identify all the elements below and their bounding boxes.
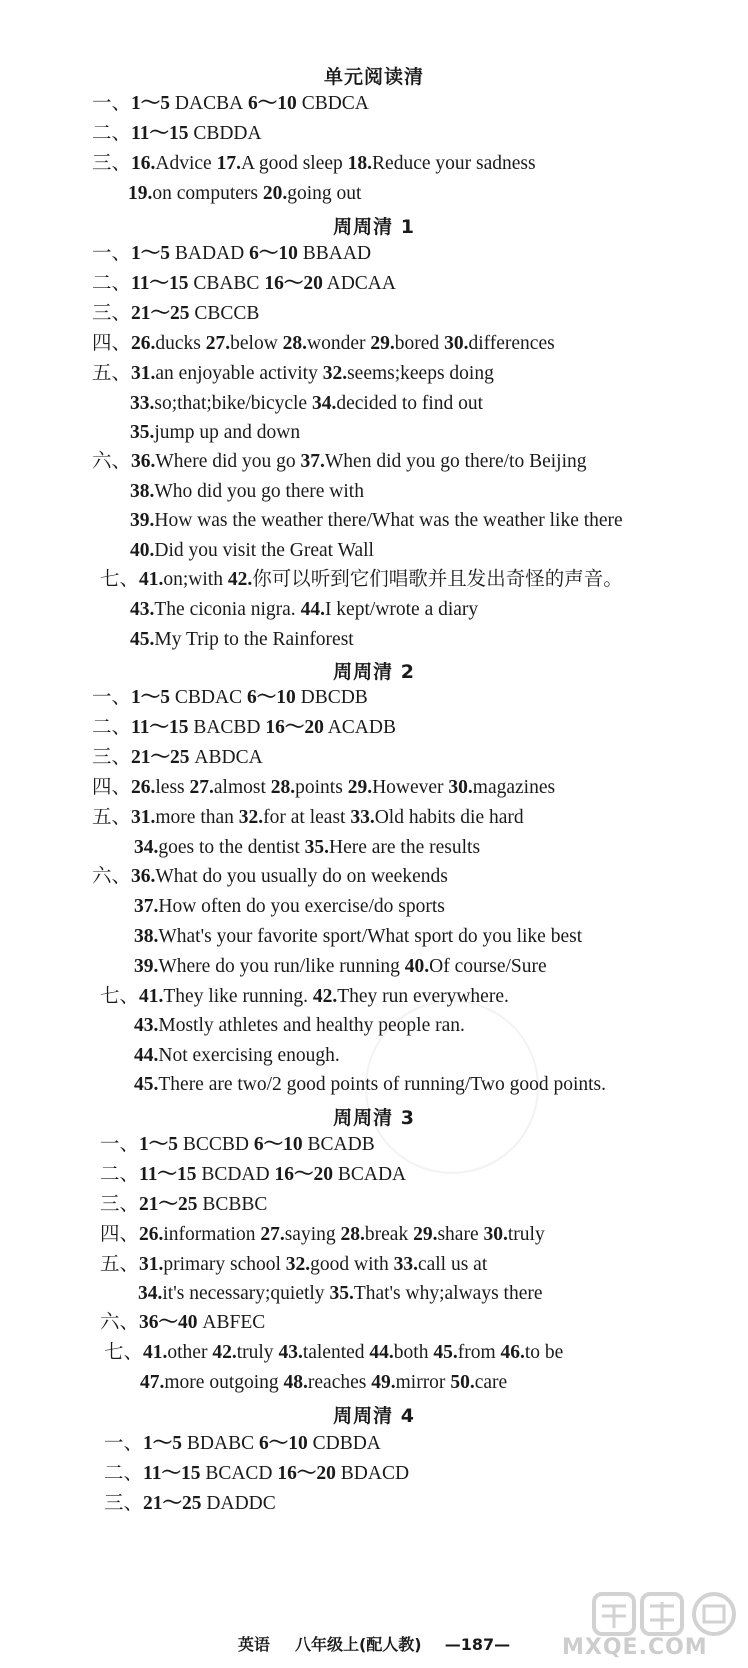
answer-text: magazines [472,777,556,798]
question-number: 40. [404,956,430,977]
answer-text: 一、 [92,243,132,264]
question-number: 39. [130,510,155,531]
answer-text: ABFEC [197,1312,266,1333]
answer-text: Of course/Sure [429,956,547,977]
section-title: 周周清 3 [333,1107,415,1129]
answer-text: 六、 [92,866,132,887]
answer-text: 七、 [100,569,140,590]
question-number: 16～20 [264,273,323,294]
question-number: 48. [283,1372,308,1393]
question-number: 35. [130,422,155,443]
answer-line [92,152,536,176]
answer-line [92,272,396,296]
answer-line [92,746,263,770]
answer-text: 二、 [92,273,132,294]
question-number: 6～10 [243,93,297,114]
section-title: 周周清 2 [333,661,415,683]
answer-line [130,539,374,563]
faint-stamp [365,1000,539,1174]
question-number: 42. [312,986,338,1007]
answer-text: decided to find out [336,393,484,414]
answer-text: Here are the results [328,837,481,858]
question-number: 11～15 [139,1164,197,1185]
answer-text: ducks [155,333,206,354]
answer-text: more outgoing [164,1372,284,1393]
question-number: 50. [450,1372,475,1393]
answer-line [134,1044,340,1068]
answer-text: Who did you go there with [154,481,364,502]
answer-text: seems;keeps doing [347,363,494,384]
question-number: 33. [350,807,375,828]
question-number: 29. [347,777,373,798]
question-number: 49. [371,1372,396,1393]
question-number: 44. [134,1045,159,1066]
answer-text: Where do you run/like running [158,956,405,977]
question-number: 30. [444,333,469,354]
question-number: 6～10 [258,1433,308,1454]
answer-text: 二、 [104,1463,144,1484]
question-number: 43. [278,1342,303,1363]
question-number: 45. [433,1342,458,1363]
answer-line [92,362,494,386]
answer-text: an enjoyable activity [155,363,323,384]
question-number: 36. [131,866,156,887]
answer-text: less [155,777,190,798]
question-number: 1～5 [131,93,171,114]
answer-text: There are two/2 good points of running/Two good points. [158,1074,606,1095]
question-number: 29. [413,1224,438,1245]
answer-line [130,598,478,622]
answer-text: going out [287,183,362,204]
question-number: 11～15 [131,717,189,738]
question-number: 36～40 [139,1312,198,1333]
answer-text: Not exercising enough. [158,1045,340,1066]
question-number: 31. [139,1254,164,1275]
question-number: 28. [340,1224,365,1245]
answer-text: ACADB [323,717,396,738]
answer-line [92,686,368,710]
answer-line [92,776,555,800]
answer-text: share [437,1224,484,1245]
answer-line [104,1462,409,1486]
answer-text: DADDC [201,1493,276,1514]
question-number: 35. [329,1283,354,1304]
answer-line [134,925,582,949]
answer-text: 七、 [104,1342,144,1363]
question-number: 1～5 [131,687,171,708]
answer-line [130,421,300,445]
question-number: 21～25 [143,1493,202,1514]
answer-line [128,182,361,206]
answer-text: 你可以听到它们唱歌并且发出奇怪的声音。 [252,569,623,590]
question-number: 33. [130,393,155,414]
question-number: 18. [347,153,373,174]
question-number: 27. [260,1224,285,1245]
question-number: 16～20 [265,717,324,738]
answer-text: care [474,1372,508,1393]
answer-text: more than [155,807,239,828]
question-number: 6～10 [249,243,298,264]
answer-text: Mostly athletes and healthy people ran. [158,1015,465,1036]
section-title: 周周清 4 [333,1405,415,1427]
answer-text: 一、 [100,1134,140,1155]
answer-text: on computers [152,183,263,204]
answer-text: Old habits die hard [374,807,524,828]
answer-text: CBCCB [189,303,260,324]
answer-text: talented [302,1342,370,1363]
question-number: 30. [483,1224,508,1245]
answer-text: CBDAC [170,687,247,708]
answer-text: it's necessary;quietly [162,1283,330,1304]
answer-text: BBAAD [297,243,372,264]
answer-text: break [364,1224,414,1245]
answer-text: Advice [155,153,217,174]
question-number: 16. [131,153,156,174]
question-number: 44. [300,599,325,620]
question-number: 27. [189,777,214,798]
answer-text: BACBD [188,717,266,738]
answer-text: truly [236,1342,279,1363]
answer-text: CBABC [188,273,265,294]
answer-text: information [163,1224,261,1245]
answer-text: for at least [263,807,351,828]
question-number: 45. [134,1074,159,1095]
question-number: 1～5 [139,1134,179,1155]
question-number: 38. [130,481,155,502]
answer-text: mirror [395,1372,451,1393]
question-number: 41. [139,986,164,1007]
answer-text: 三、 [100,1194,140,1215]
answer-text: 二、 [92,717,132,738]
watermark-logo [554,1590,744,1662]
answer-text: 五、 [92,807,132,828]
question-number: 16～20 [277,1463,336,1484]
answer-line [92,865,448,889]
answer-text: 四、 [92,333,132,354]
question-number: 30. [448,777,473,798]
answer-text: good with [310,1254,394,1275]
question-number: 45. [130,629,155,650]
answer-text: 四、 [100,1224,140,1245]
answer-line [92,450,586,474]
question-number: 34. [311,393,337,414]
answer-text: on;with [163,569,228,590]
answer-line [100,1311,265,1335]
answer-text: When did you go there/to Beijing [324,451,587,472]
answer-text: BCDAD [196,1164,275,1185]
question-number: 36. [131,451,156,472]
question-number: 32. [285,1254,311,1275]
answer-text: goes to the dentist [158,837,305,858]
answer-text: almost [213,777,271,798]
answer-text: CDBDA [307,1433,381,1454]
answer-text: CBDDA [188,123,262,144]
answer-text: below [230,333,283,354]
question-number: 29. [370,333,395,354]
answer-text: to be [524,1342,564,1363]
question-number: 11～15 [131,123,189,144]
question-number: 41. [139,569,164,590]
answer-text: BDABC [182,1433,259,1454]
question-number: 26. [139,1224,164,1245]
watermark-text: MXQE.COM [562,1635,708,1660]
answer-line [130,392,483,416]
question-number: 28. [282,333,308,354]
question-number: 38. [134,926,159,947]
answer-text: points [295,777,348,798]
answer-text: 三、 [92,747,132,768]
question-number: 1～5 [143,1433,183,1454]
answer-line [92,242,371,266]
question-number: 1～5 [131,243,171,264]
question-number: 37. [134,896,159,917]
answer-text: 三、 [92,153,132,174]
answer-line [130,628,354,652]
question-number: 41. [143,1342,168,1363]
answer-line [100,1253,487,1277]
question-number: 20. [262,183,288,204]
question-number: 21～25 [131,747,190,768]
answer-text: That's why;always there [353,1283,543,1304]
answer-text: However [372,777,449,798]
question-number: 16～20 [274,1164,333,1185]
answer-line [92,806,524,830]
answer-text: 六、 [100,1312,140,1333]
answer-text: DACBA [170,93,244,114]
answer-text: BCADA [332,1164,407,1185]
answer-text: 五、 [92,363,132,384]
answer-line [140,1371,507,1395]
answer-text: DBCDB [295,687,368,708]
question-number: 31. [131,363,156,384]
answer-text: CBDCA [296,93,369,114]
answer-text: Did you visit the Great Wall [154,540,374,561]
answer-text: BDACD [335,1463,410,1484]
answer-line [130,480,364,504]
answer-text: Reduce your sadness [372,153,536,174]
answer-text: BCCBD [178,1134,254,1155]
answer-line [92,122,262,146]
section-title: 单元阅读清 [323,66,424,88]
question-number: 31. [131,807,156,828]
answer-text: Where did you go [155,451,301,472]
answer-text: BCACD [200,1463,278,1484]
question-number: 46. [500,1342,525,1363]
question-number: 37. [300,451,325,472]
answer-text: My Trip to the Rainforest [154,629,354,650]
answer-line [92,332,555,356]
question-number: 43. [130,599,155,620]
question-number: 34. [134,837,159,858]
answer-text: What's your favorite sport/What sport do you like best [158,926,583,947]
question-number: 6～10 [246,687,296,708]
answer-line [134,895,445,919]
answer-text: How was the weather there/What was the weather like there [154,510,623,531]
answer-text: ABDCA [189,747,263,768]
answer-line [104,1492,276,1516]
answer-line [134,836,480,860]
answer-text: BCADB [302,1134,375,1155]
answer-line [100,1193,267,1217]
answer-text: How often do you exercise/do sports [158,896,445,917]
question-number: 11～15 [143,1463,201,1484]
answer-line [134,955,547,979]
answer-line [100,568,623,592]
answer-text: 二、 [92,123,132,144]
answer-line [100,1223,545,1247]
answer-text: The ciconia nigra. [154,599,301,620]
answer-text: 三、 [92,303,132,324]
question-number: 11～15 [131,273,189,294]
question-number: 42. [212,1342,237,1363]
answer-line [104,1432,381,1456]
footer-subject: 英语 [237,1635,270,1654]
question-number: 21～25 [131,303,190,324]
question-number: 27. [205,333,231,354]
question-number: 26. [131,333,156,354]
answer-line [100,1163,406,1187]
answer-line [92,92,369,116]
answer-text: from [457,1342,501,1363]
answer-text: They like running. [163,986,313,1007]
question-number: 39. [134,956,159,977]
answer-text: They run everywhere. [337,986,509,1007]
answer-text: 一、 [92,93,132,114]
question-number: 33. [393,1254,418,1275]
answer-text: 二、 [100,1164,140,1185]
section-title: 周周清 1 [333,216,415,238]
question-number: 34. [138,1283,163,1304]
answer-text: BCBBC [197,1194,268,1215]
question-number: 26. [131,777,156,798]
answer-line [130,509,623,533]
answer-text: What do you usually do on weekends [155,866,448,887]
question-number: 42. [227,569,253,590]
question-number: 32. [238,807,264,828]
answer-text: 四、 [92,777,132,798]
footer-grade: 八年级上(配人教) [294,1635,422,1654]
answer-text: 三、 [104,1493,144,1514]
answer-text: BADAD [170,243,250,264]
answer-text: primary school [163,1254,286,1275]
answer-text: A good sleep [240,153,348,174]
answer-line [138,1282,543,1306]
answer-text: truly [507,1224,545,1245]
answer-line [104,1341,563,1365]
answer-text: call us at [417,1254,488,1275]
answer-text: 六、 [92,451,132,472]
answer-text: jump up and down [154,422,301,443]
question-number: 35. [304,837,329,858]
answer-text: I kept/wrote a diary [324,599,479,620]
answer-text: reaches [307,1372,372,1393]
question-number: 47. [140,1372,165,1393]
answer-text: wonder [307,333,371,354]
answer-text: 五、 [100,1254,140,1275]
answer-line [92,716,396,740]
question-number: 28. [270,777,296,798]
watermark-seal-icon [554,1590,744,1640]
answer-text: 七、 [100,986,140,1007]
question-number: 44. [369,1342,394,1363]
question-number: 21～25 [139,1194,198,1215]
answer-text: both [393,1342,434,1363]
question-number: 19. [128,183,153,204]
answer-text: 一、 [92,687,132,708]
answer-line [100,1133,375,1157]
answer-text: bored [394,333,445,354]
answer-text: 一、 [104,1433,144,1454]
question-number: 40. [130,540,155,561]
answer-text: differences [468,333,555,354]
question-number: 32. [322,363,348,384]
answer-line [92,302,259,326]
question-number: 17. [216,153,241,174]
page-number: —187— [444,1635,511,1654]
question-number: 43. [134,1015,159,1036]
answer-text: ADCAA [322,273,396,294]
question-number: 6～10 [253,1134,303,1155]
answer-text: so;that;bike/bicycle [154,393,312,414]
answer-text: saying [284,1224,341,1245]
answer-text: other [167,1342,213,1363]
